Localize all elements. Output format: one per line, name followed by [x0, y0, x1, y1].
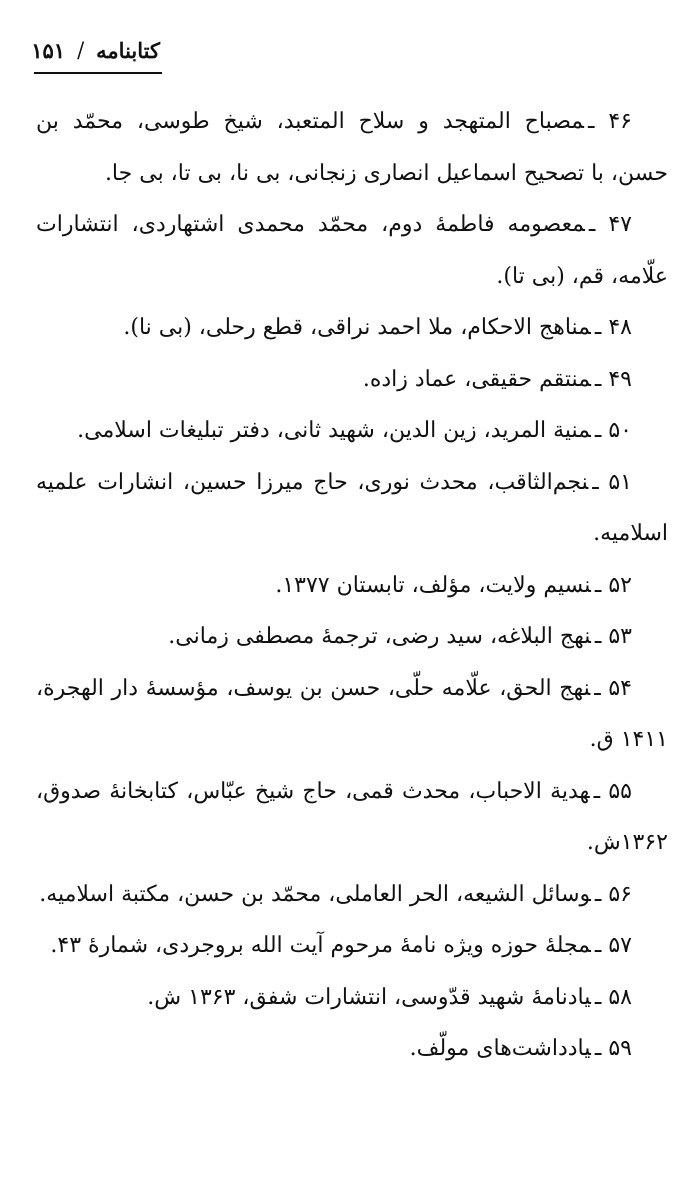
page-number: ۱۵۱	[31, 37, 66, 63]
bibliography-entry-57	[36, 920, 668, 972]
entry-number: ۴۷ ـ	[588, 212, 632, 237]
running-header	[31, 30, 160, 70]
entry-number: ۵۳ ـ	[594, 624, 632, 649]
entry-number: ۵۴ ـ	[594, 675, 632, 701]
entry-text: مناهج الاحکام، ملا احمد نراقی، قطع رحلی، (بی نا).	[123, 315, 591, 340]
bibliography-entry-56	[36, 869, 668, 921]
entry-text: نجم‌الثاقب، محدث نوری، حاج میرزا حسین، انشارات علمیه اسلامیه.	[36, 469, 668, 546]
bibliography-entry-47	[36, 199, 668, 302]
entry-number: ۴۸ ـ	[594, 315, 632, 340]
entry-number: ۵۱ ـ	[592, 469, 632, 495]
entry-text: نهج البلاغه، سید رضی، ترجمهٔ مصطفی زمانی.	[168, 624, 591, 649]
entry-number: ۵۲ ـ	[594, 572, 632, 598]
header-separator: /	[77, 38, 85, 62]
bibliography-entry-59	[36, 1023, 668, 1075]
bibliography-entry-49	[36, 354, 668, 406]
entry-text: وسائل الشیعه، الحر العاملی، محمّد بن حسن، مکتبة اسلامیه.	[39, 881, 591, 907]
entry-text: نهج الحق، علّامه حلّی، حسن بن یوسف، مؤسسهٔ دار الهجرة، ۱۴۱۱ ق.	[36, 675, 668, 752]
entry-number: ۵۷ ـ	[594, 933, 632, 958]
bibliography-entry-46	[36, 96, 668, 199]
bibliography-entry-51	[36, 457, 668, 560]
bibliography-entry-48	[36, 302, 668, 354]
bibliography-entry-55	[36, 766, 668, 869]
bibliography-list	[36, 96, 668, 1075]
entry-text: مصباح المتهجد و سلاح المتعبد، شیخ طوسی، محمّد بن حسن، با تصحیح اسماعیل انصاری زنجانی، بی نا، بی تا، بی جا.	[36, 109, 668, 186]
bibliography-entry-50	[36, 405, 668, 457]
bibliography-entry-52	[36, 560, 668, 612]
entry-number: ۵۵ ـ	[593, 778, 632, 804]
bibliography-entry-58	[36, 972, 668, 1024]
entry-text: یادنامهٔ شهید قدّوسی، انتشارات شفق، ۱۳۶۳ ش.	[147, 984, 591, 1010]
entry-text: نسیم ولایت، مؤلف، تابستان ۱۳۷۷.	[275, 572, 591, 598]
header-title: کتابنامه	[96, 37, 160, 63]
header-rule	[34, 72, 162, 74]
entry-number: ۴۶ ـ	[588, 109, 632, 134]
entry-text: معصومه فاطمهٔ دوم، محمّد محمدی اشتهاردی، انتشارات علّامه، قم، (بی تا).	[36, 212, 668, 289]
bibliography-entry-54	[36, 663, 668, 766]
entry-number: ۵۶ ـ	[594, 881, 632, 907]
entry-number: ۵۰ ـ	[594, 418, 632, 443]
entry-number: ۵۹ ـ	[594, 1036, 632, 1061]
entry-text: هدیة الاحباب، محدث قمی، حاج شیخ عبّاس، کتابخانهٔ صدوق، ۱۳۶۲ش.	[36, 778, 668, 855]
entry-text: منتقم حقیقی، عماد زاده.	[362, 366, 591, 392]
entry-number: ۵۸ ـ	[594, 984, 632, 1010]
entry-text: مجلهٔ حوزه ویژه نامهٔ مرحوم آیت الله بروجردی، شمارهٔ ۴۳.	[50, 933, 591, 958]
bibliography-entry-53	[36, 611, 668, 663]
entry-number: ۴۹ ـ	[594, 366, 632, 392]
entry-text: منیة المرید، زین الدین، شهید ثانی، دفتر تبلیغات اسلامی.	[77, 418, 591, 443]
entry-text: یادداشت‌های مولّف.	[409, 1036, 591, 1061]
